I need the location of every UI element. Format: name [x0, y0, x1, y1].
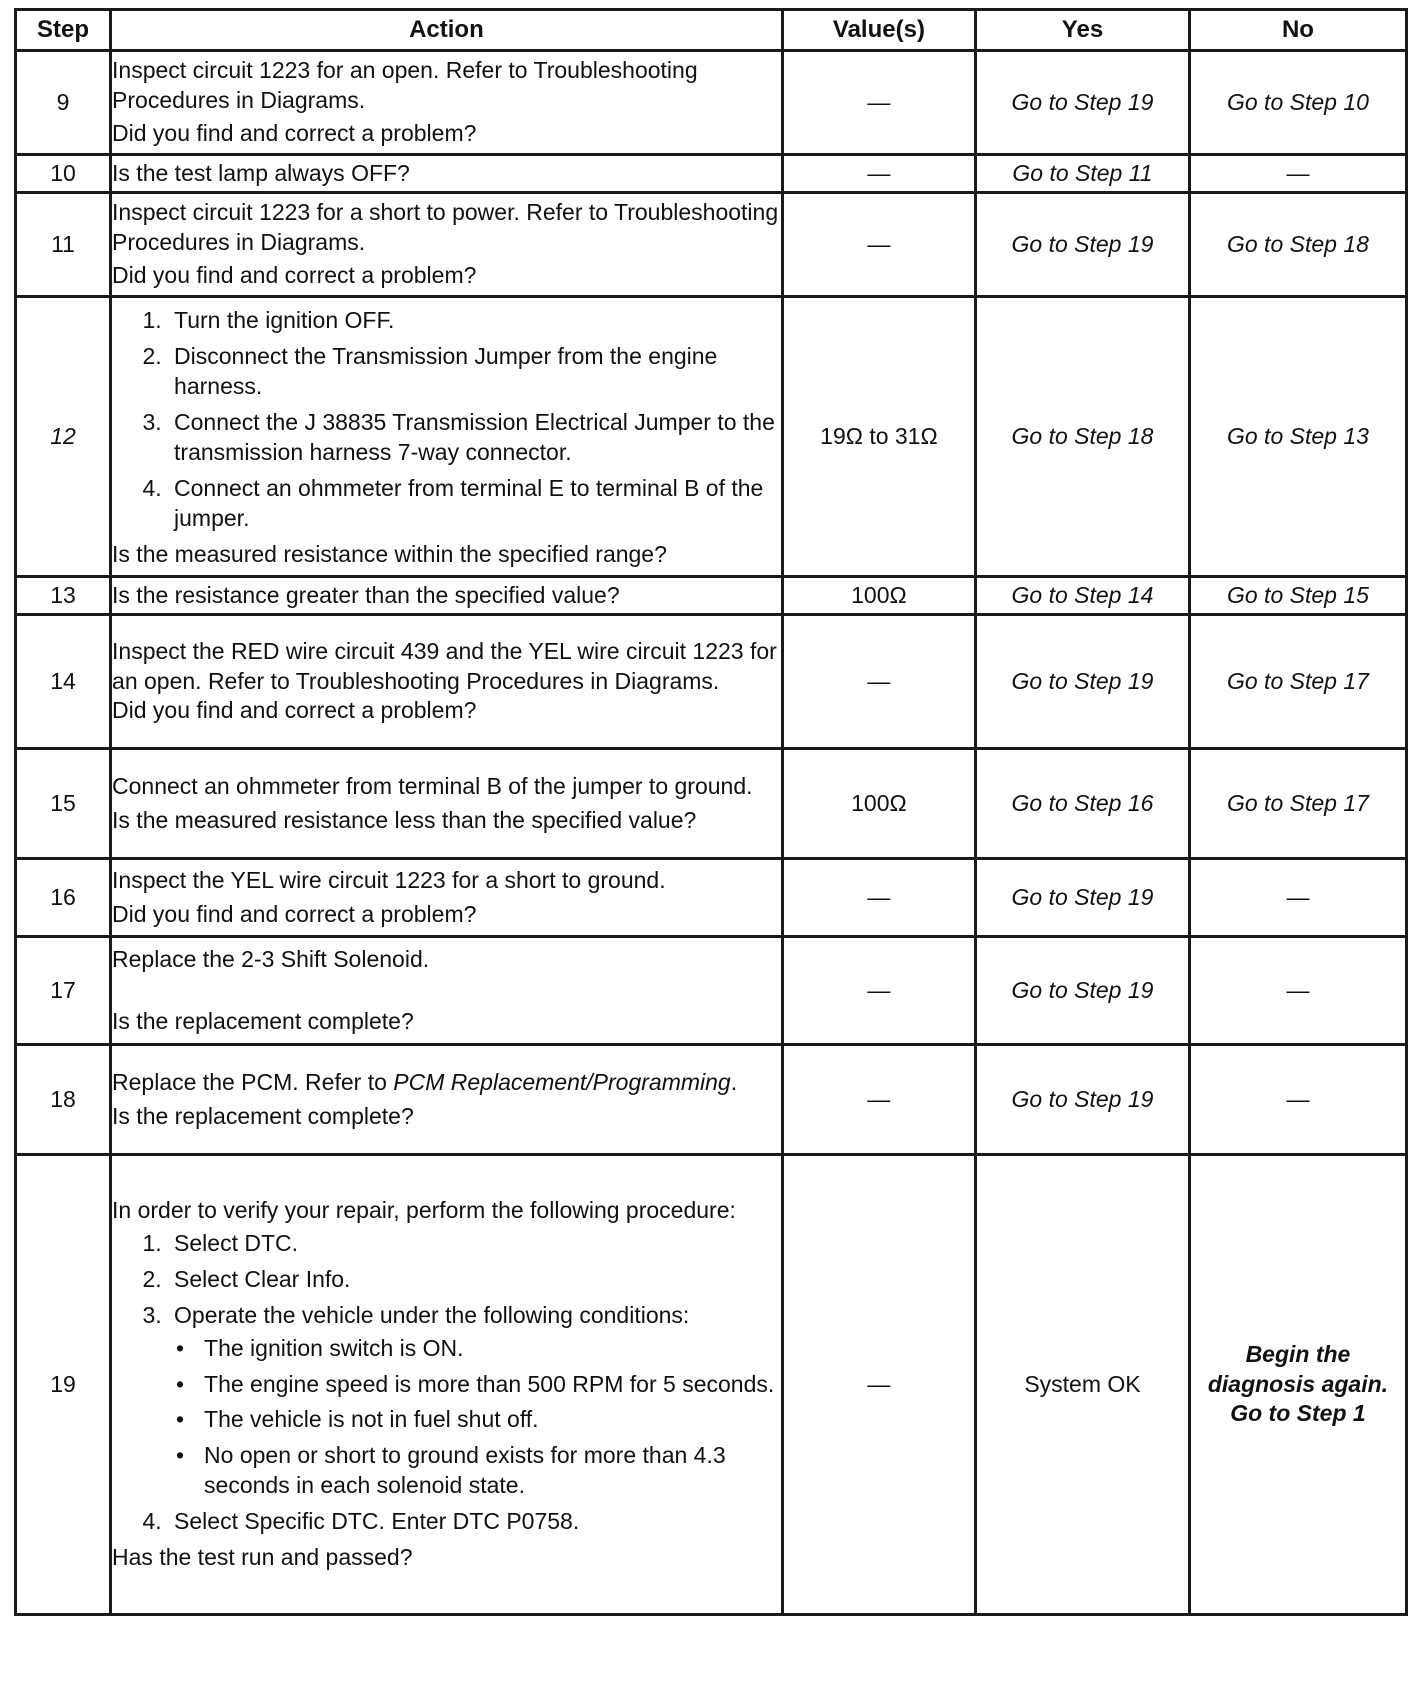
table-row: [16, 577, 1407, 615]
action-question: Did you find and correct a problem?: [112, 900, 477, 927]
no-cell: Go to Step 10: [1189, 51, 1406, 155]
step-number: 19: [16, 1155, 111, 1615]
value-cell: 19Ω to 31Ω: [782, 297, 975, 577]
action-question: Did you find and correct a problem?: [112, 120, 477, 147]
yes-cell: System OK: [976, 1155, 1190, 1615]
action-cell: [111, 1045, 783, 1155]
action-text-prefix: Replace the PCM. Refer to: [112, 1068, 394, 1095]
step-number: 16: [16, 859, 111, 937]
yes-cell: Go to Step 11: [976, 155, 1190, 193]
value-cell: 100Ω: [782, 577, 975, 615]
action-cell: [111, 615, 783, 749]
action-question: Is the resistance greater than the specified value?: [111, 577, 783, 615]
table-row: [16, 859, 1407, 937]
action-question: Is the test lamp always OFF?: [111, 155, 783, 193]
no-cell: —: [1189, 859, 1406, 937]
value-cell: —: [782, 1045, 975, 1155]
list-item: 2. Select Clear Info.: [168, 1265, 781, 1295]
no-cell: Go to Step 17: [1189, 615, 1406, 749]
value-cell: —: [782, 155, 975, 193]
list-item: 2. Disconnect the Transmission Jumper from the engine harness.: [168, 342, 781, 402]
yes-cell: Go to Step 19: [976, 937, 1190, 1045]
condition-item: • The vehicle is not in fuel shut off.: [202, 1405, 781, 1435]
action-question: Is the measured resistance within the specified range?: [112, 540, 667, 567]
action-question: Is the replacement complete?: [112, 1102, 414, 1129]
step-number: 18: [16, 1045, 111, 1155]
list-item: 3. Connect the J 38835 Transmission Electrical Jumper to the transmission harness 7-way connector.: [168, 408, 781, 468]
no-cell: Begin the diagnosis again. Go to Step 1: [1189, 1155, 1406, 1615]
table-row: [16, 1155, 1407, 1615]
step-number: 14: [16, 615, 111, 749]
condition-item: • No open or short to ground exists for more than 4.3 seconds in each solenoid state.: [202, 1441, 781, 1501]
conditions-list: [174, 1334, 781, 1501]
action-cell: [111, 749, 783, 859]
action-question: Is the replacement complete?: [112, 1007, 414, 1034]
yes-cell: Go to Step 18: [976, 297, 1190, 577]
procedure-list: [112, 306, 781, 533]
value-cell: —: [782, 51, 975, 155]
action-question: Is the measured resistance less than the specified value?: [112, 806, 697, 833]
action-text: Inspect the YEL wire circuit 1223 for a short to ground.: [112, 866, 666, 893]
table-row: [16, 297, 1407, 577]
no-cell: Go to Step 18: [1189, 193, 1406, 297]
action-cell: [111, 51, 783, 155]
list-item-text: Operate the vehicle under the following conditions:: [174, 1301, 690, 1328]
list-item: 1. Select DTC.: [168, 1229, 781, 1259]
yes-cell: Go to Step 19: [976, 193, 1190, 297]
action-text: Inspect the RED wire circuit 439 and the YEL wire circuit 1223 for an open. Refer to Troubleshooting Procedures in Diagrams.: [112, 637, 777, 694]
action-text-suffix: .: [730, 1068, 738, 1095]
no-cell: Go to Step 17: [1189, 749, 1406, 859]
action-cell: [111, 297, 783, 577]
action-question: Has the test run and passed?: [112, 1544, 413, 1570]
yes-cell: Go to Step 19: [976, 1045, 1190, 1155]
table-row: [16, 51, 1407, 155]
value-cell: 100Ω: [782, 749, 975, 859]
header-row: [16, 10, 1407, 51]
yes-cell: Go to Step 19: [976, 615, 1190, 749]
action-text: [112, 1068, 781, 1098]
action-cell: [111, 859, 783, 937]
table-row: [16, 1045, 1407, 1155]
action-text: In order to verify your repair, perform the following procedure:: [112, 1197, 736, 1224]
action-text: Inspect circuit 1223 for an open. Refer to Troubleshooting Procedures in Diagrams.: [112, 56, 698, 113]
condition-item: • The ignition switch is ON.: [202, 1334, 781, 1364]
step-number: 10: [16, 155, 111, 193]
condition-item: • The engine speed is more than 500 RPM for 5 seconds.: [202, 1370, 781, 1400]
value-cell: —: [782, 859, 975, 937]
table-row: [16, 193, 1407, 297]
step-number: 12: [16, 297, 111, 577]
action-text: Inspect circuit 1223 for a short to power. Refer to Troubleshooting Procedures in Diagrams.: [112, 198, 779, 255]
step-number: 9: [16, 51, 111, 155]
yes-cell: Go to Step 14: [976, 577, 1190, 615]
procedure-list: [112, 1229, 781, 1537]
action-text: Connect an ohmmeter from terminal B of the jumper to ground.: [112, 772, 753, 799]
step-number: 11: [16, 193, 111, 297]
pcm-reference-link: PCM Replacement/Programming: [393, 1068, 731, 1095]
table-row: [16, 155, 1407, 193]
no-cell: —: [1189, 1045, 1406, 1155]
header-no: No: [1189, 10, 1406, 51]
list-item: 4. Select Specific DTC. Enter DTC P0758.: [168, 1507, 781, 1537]
value-cell: —: [782, 193, 975, 297]
value-cell: —: [782, 937, 975, 1045]
header-values: Value(s): [782, 10, 975, 51]
table-row: [16, 749, 1407, 859]
header-step: Step: [16, 10, 111, 51]
action-cell: [111, 1155, 783, 1615]
list-item: 4. Connect an ohmmeter from terminal E to terminal B of the jumper.: [168, 474, 781, 534]
action-question: Did you find and correct a problem?: [112, 697, 477, 724]
list-item: [168, 1301, 781, 1501]
yes-cell: Go to Step 16: [976, 749, 1190, 859]
yes-cell: Go to Step 19: [976, 859, 1190, 937]
header-yes: Yes: [976, 10, 1190, 51]
step-number: 17: [16, 937, 111, 1045]
action-text: Replace the 2-3 Shift Solenoid.: [112, 945, 430, 972]
action-cell: [111, 937, 783, 1045]
no-cell: —: [1189, 937, 1406, 1045]
yes-cell: Go to Step 19: [976, 51, 1190, 155]
value-cell: —: [782, 615, 975, 749]
no-cell: Go to Step 15: [1189, 577, 1406, 615]
table-row: [16, 937, 1407, 1045]
action-question: Did you find and correct a problem?: [112, 262, 477, 289]
table-row: [16, 615, 1407, 749]
no-cell: Go to Step 13: [1189, 297, 1406, 577]
value-cell: —: [782, 1155, 975, 1615]
no-cell: —: [1189, 155, 1406, 193]
step-number: 13: [16, 577, 111, 615]
diagnostic-table: [14, 8, 1408, 1616]
action-cell: [111, 193, 783, 297]
header-action: Action: [111, 10, 783, 51]
step-number: 15: [16, 749, 111, 859]
list-item: 1. Turn the ignition OFF.: [168, 306, 781, 336]
